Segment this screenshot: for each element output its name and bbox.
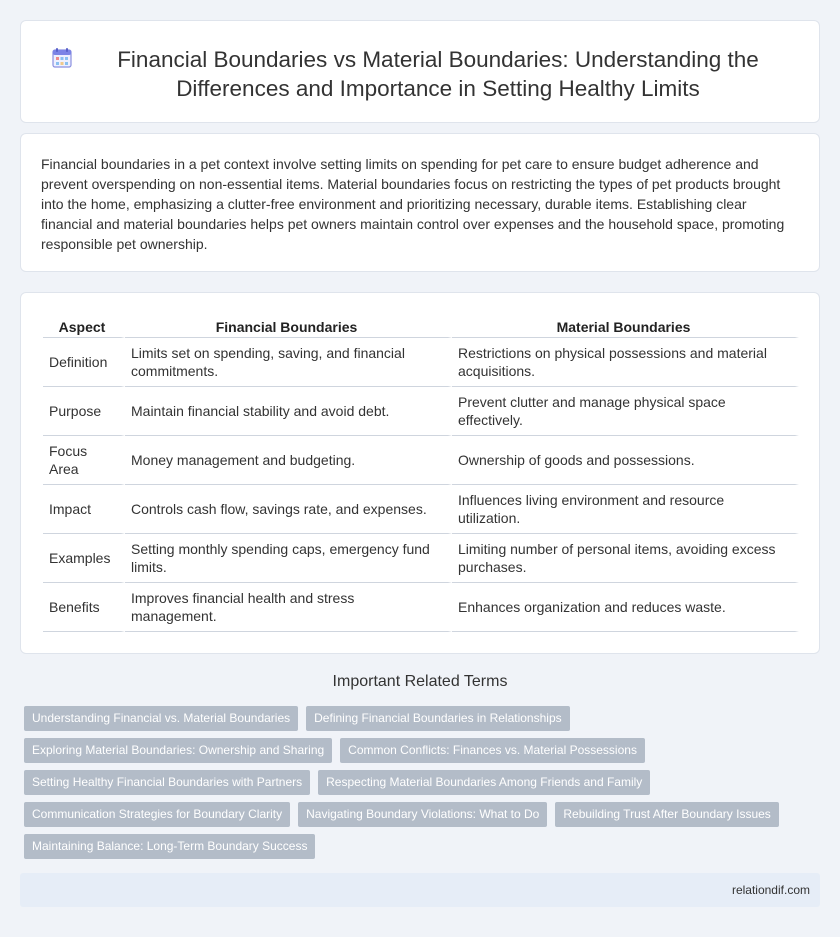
material-cell: Restrictions on physical possessions and material acquisitions. bbox=[452, 338, 799, 387]
related-term-tag[interactable]: Exploring Material Boundaries: Ownership and Sharing bbox=[24, 738, 332, 763]
table-row bbox=[43, 534, 799, 583]
related-term-tag[interactable]: Maintaining Balance: Long-Term Boundary Success bbox=[24, 834, 315, 859]
footer-site-link[interactable]: relationdif.com bbox=[731, 883, 810, 897]
material-cell: Enhances organization and reduces waste. bbox=[452, 583, 799, 632]
aspect-cell: Focus Area bbox=[43, 436, 125, 485]
financial-cell: Setting monthly spending caps, emergency fund limits. bbox=[125, 534, 452, 583]
column-header-material: Material Boundaries bbox=[452, 311, 799, 338]
related-term-tag[interactable]: Setting Healthy Financial Boundaries with Partners bbox=[24, 770, 310, 795]
table-row bbox=[43, 387, 799, 436]
header-card bbox=[20, 20, 820, 123]
table-row bbox=[43, 436, 799, 485]
aspect-cell: Definition bbox=[43, 338, 125, 387]
related-term-tag[interactable]: Respecting Material Boundaries Among Friends and Family bbox=[318, 770, 650, 795]
related-term-tag[interactable]: Defining Financial Boundaries in Relationships bbox=[306, 706, 569, 731]
related-term-tag[interactable]: Rebuilding Trust After Boundary Issues bbox=[555, 802, 778, 827]
intro-paragraph: Financial boundaries in a pet context involve setting limits on spending for pet care to ensure budget adherence and prevent overspending on non-essential items. Material boundaries focus on restricting the types of pet products brought into the home, emphasizing a clutter-free environment and prioritizing necessary, durable items. Establishing clear financial and material boundaries helps pet owners maintain control over expenses and the household space, promoting responsible pet ownership. bbox=[41, 156, 785, 252]
page-title: Financial Boundaries vs Material Boundaries: Understanding the Differences and Importance in Setting Healthy Limits bbox=[117, 47, 759, 101]
related-term-tag[interactable]: Understanding Financial vs. Material Boundaries bbox=[24, 706, 298, 731]
intro-card bbox=[20, 133, 820, 272]
column-header-aspect: Aspect bbox=[43, 311, 125, 338]
comparison-table bbox=[43, 311, 799, 632]
related-term-tag[interactable]: Communication Strategies for Boundary Clarity bbox=[24, 802, 290, 827]
table-header-row bbox=[43, 311, 799, 338]
material-cell: Influences living environment and resource utilization. bbox=[452, 485, 799, 534]
table-row bbox=[43, 338, 799, 387]
financial-cell: Maintain financial stability and avoid debt. bbox=[125, 387, 452, 436]
comparison-table-card bbox=[20, 292, 820, 654]
table-row bbox=[43, 485, 799, 534]
aspect-cell: Examples bbox=[43, 534, 125, 583]
calendar-icon bbox=[51, 47, 73, 69]
table-row bbox=[43, 583, 799, 632]
financial-cell: Money management and budgeting. bbox=[125, 436, 452, 485]
column-header-financial: Financial Boundaries bbox=[125, 311, 452, 338]
material-cell: Limiting number of personal items, avoiding excess purchases. bbox=[452, 534, 799, 583]
related-terms-heading: Important Related Terms bbox=[332, 673, 508, 690]
material-cell: Prevent clutter and manage physical space effectively. bbox=[452, 387, 799, 436]
aspect-cell: Impact bbox=[43, 485, 125, 534]
related-term-tag[interactable]: Common Conflicts: Finances vs. Material Possessions bbox=[340, 738, 645, 763]
related-term-tag[interactable]: Navigating Boundary Violations: What to Do bbox=[298, 802, 547, 827]
aspect-cell: Benefits bbox=[43, 583, 125, 632]
footer-bar bbox=[20, 873, 820, 907]
material-cell: Ownership of goods and possessions. bbox=[452, 436, 799, 485]
financial-cell: Limits set on spending, saving, and financial commitments. bbox=[125, 338, 452, 387]
aspect-cell: Purpose bbox=[43, 387, 125, 436]
related-terms-list bbox=[24, 706, 816, 866]
financial-cell: Improves financial health and stress management. bbox=[125, 583, 452, 632]
financial-cell: Controls cash flow, savings rate, and expenses. bbox=[125, 485, 452, 534]
